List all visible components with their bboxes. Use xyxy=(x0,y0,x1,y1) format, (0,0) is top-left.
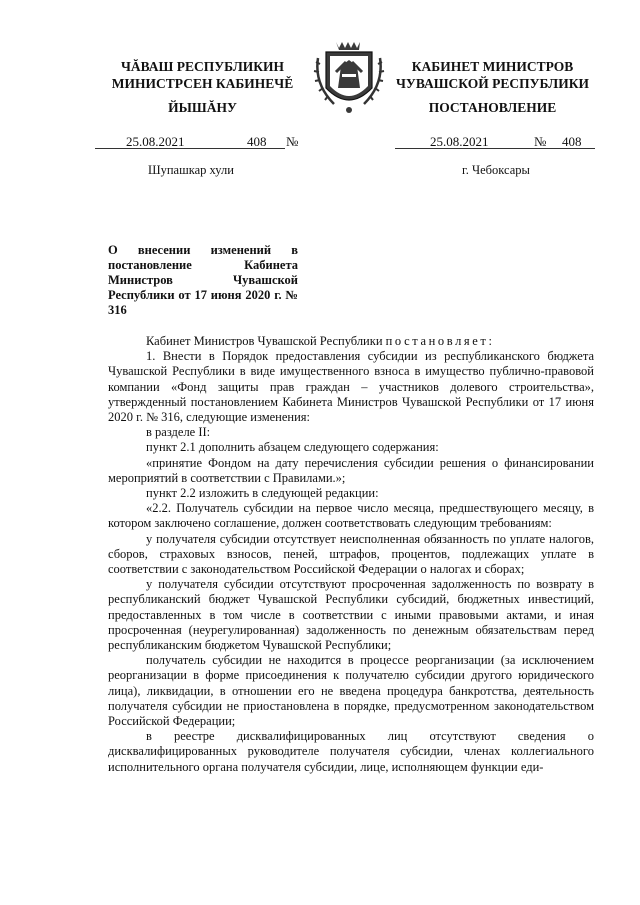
header-left-line2: МИНИСТРСЕН КАБИНЕЧĚ xyxy=(111,76,294,91)
body-paragraph: в реестре дисквалифицированных лиц отсутствуют сведения о дисквалифицированных руководителе получателя субсидии, членах коллегиального исполнительного органа получателя субсидии, лице, исполняющем функции еди- xyxy=(108,729,594,774)
body-paragraph: «принятие Фондом на дату перечисления субсидии решения о финансировании мероприятий в соответствии с Правилами.»; xyxy=(108,455,594,485)
chuvash-coat-of-arms-icon xyxy=(312,38,386,116)
body-paragraph: у получателя субсидии отсутствует неисполненная обязанность по уплате налогов, сборов, страховых взносов, пеней, штрафов, процентов, подлежащих уплате в соответствии с законодательством Российской Федерации о налогах и сборах; xyxy=(108,531,594,577)
header-right-line2: ЧУВАШСКОЙ РЕСПУБЛИКИ xyxy=(396,76,589,91)
body-paragraph: пункт 2.1 дополнить абзацем следующего содержания: xyxy=(146,440,439,455)
body-paragraph: «2.2. Получатель субсидии на первое число месяца, предшествующего месяцу, в котором заключено соглашение, должен соответствовать следующим требованиям: xyxy=(108,501,594,531)
document-body xyxy=(108,334,594,775)
header-right-doc-type: ПОСТАНОВЛЕНИЕ xyxy=(428,100,557,115)
intro-verb: постановляет: xyxy=(385,334,495,348)
right-number: 408 xyxy=(562,134,582,149)
header-left-org xyxy=(95,58,310,92)
body-paragraph: в разделе II: xyxy=(146,425,211,440)
header-left-line1: ЧĂВАШ РЕСПУБЛИКИН xyxy=(120,59,285,74)
header-right-org xyxy=(385,58,600,92)
body-paragraph: пункт 2.2 изложить в следующей редакции: xyxy=(146,486,379,501)
header-right-line1: КАБИНЕТ МИНИСТРОВ xyxy=(411,59,574,74)
body-paragraph: 1. Внести в Порядок предоставления субсидии из республиканского бюджета Чувашской Республики в виде имущественного взноса в имущество публично-правовой компании «Фонд защиты прав граждан – участников долевого строительства», утвержденный постановлением Кабинета Министров Чувашской Республики от 17 июня 2020 г. № 316, следующие изменения: xyxy=(108,349,594,425)
place-left: Шупашкар хули xyxy=(148,163,234,177)
left-number: 408 xyxy=(247,134,267,149)
right-date-underline xyxy=(395,148,595,149)
header-left-doc-type: ЙЫШĂНУ xyxy=(168,100,237,115)
left-number-sign: № xyxy=(286,134,299,149)
right-date: 25.08.2021 xyxy=(430,134,489,149)
intro-prefix: Кабинет Министров Чувашской Республики xyxy=(146,334,383,348)
right-number-sign: № xyxy=(534,134,547,149)
intro-line xyxy=(108,334,594,349)
document-subject: О внесении изменений в постановление Кабинета Министров Чувашской Республики от 17 июня 2020 г. № 316 xyxy=(108,243,298,317)
body-paragraph: у получателя субсидии отсутствуют просроченная задолженность по возврату в республиканский бюджет Чувашской Республики субсидий, бюджетных инвестиций, предоставленных в том числе в соответствии с иными правовыми актами, и иная просроченная (неурегулированная) задолженность по денежным обязательствам перед республиканским бюджетом Чувашской Республики; xyxy=(108,577,594,653)
left-date-underline xyxy=(95,148,285,149)
left-date: 25.08.2021 xyxy=(126,134,185,149)
place-right: г. Чебоксары xyxy=(462,163,530,177)
body-paragraph: получатель субсидии не находится в процессе реорганизации (за исключением реорганизации в форме присоединения к получателю субсидии другого юридического лица), ликвидации, в отношении его не введена процедура банкротства, деятельность получателя субсидии не приостановлена в порядке, предусмотренном законодательством Российской Федерации; xyxy=(108,653,594,729)
